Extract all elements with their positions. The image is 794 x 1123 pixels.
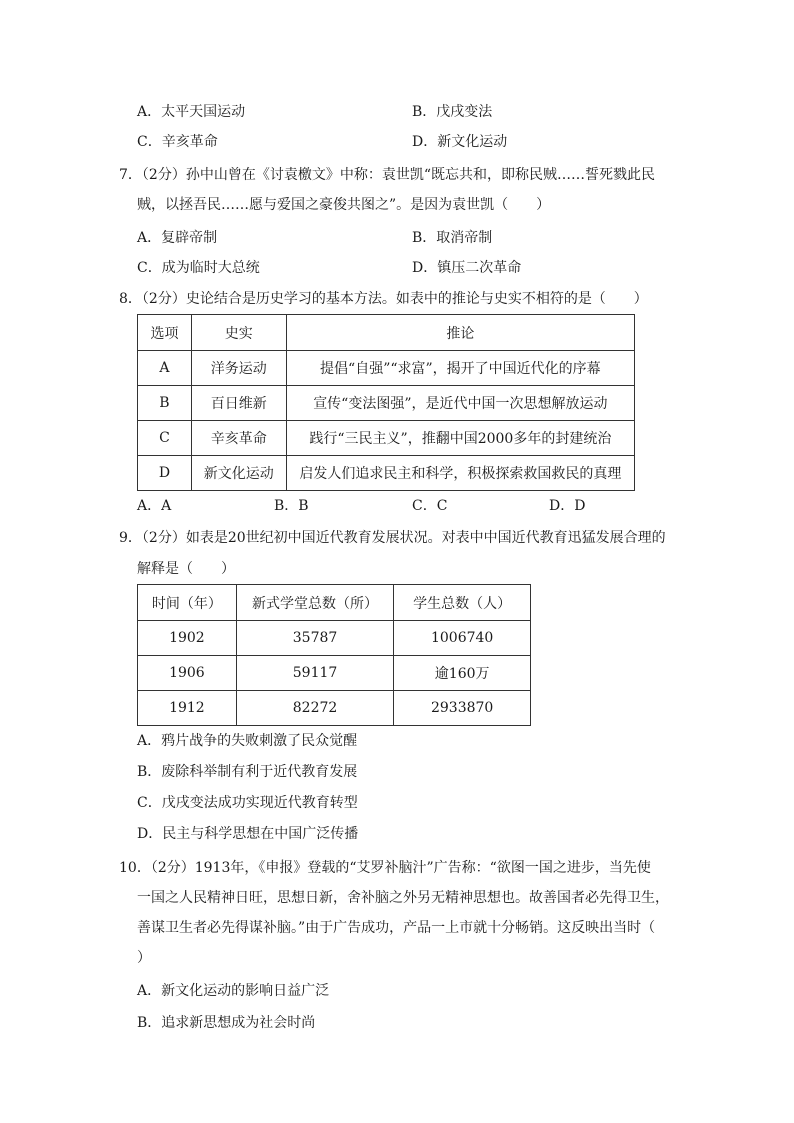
table-cell: 新文化运动 [191,456,286,491]
q10-stem-line4: ） [137,950,151,966]
q8-option-c: C．C [412,498,448,514]
table-row [138,656,531,691]
table-row [138,421,635,456]
q9-option-c: C．戊戌变法成功实现近代教育转型 [137,795,358,811]
q9-header-students: 学生总数（人） [394,585,531,621]
table-cell: 提倡“自强”“求富”，揭开了中国近代化的序幕 [286,351,634,386]
table-cell: B [138,386,192,421]
table-cell: 宣传“变法图强”，是近代中国一次思想解放运动 [286,386,634,421]
q8-header-fact: 史实 [191,315,286,351]
q10-option-b: B．追求新思想成为社会时尚 [137,1015,316,1031]
q8-header-option: 选项 [138,315,192,351]
q8-stem: 8．（2分）史论结合是历史学习的基本方法。如表中的推论与史实不相符的是（ ） [119,291,648,307]
table-cell: D [138,456,192,491]
table-cell: 辛亥革命 [191,421,286,456]
table-cell: 逾160万 [394,656,531,691]
q7-option-c: C．成为临时大总统 [137,260,260,276]
table-cell: 1906 [138,656,237,691]
table-cell: 35787 [236,621,394,656]
q9-header-schools: 新式学堂总数（所） [236,585,394,621]
q9-stem-line1: 9．（2分）如表是20世纪初中国近代教育发展状况。对表中中国近代教育迅猛发展合理的 [119,530,666,546]
table-row [138,621,531,656]
table-cell: 洋务运动 [191,351,286,386]
q8-option-b: B．B [274,498,309,514]
q9-option-d: D．民主与科学思想在中国广泛传播 [137,826,359,842]
q10-stem-line1: 10．（2分）1913年，《申报》登载的“艾罗补脑汁”广告称：“欲图一国之进步，当先使 [119,860,651,876]
q7-stem-line2: 贼，以拯吾民……愿与爱国之豪俊共图之”。是因为袁世凯（ ） [137,197,551,213]
q9-option-b: B．废除科举制有利于近代教育发展 [137,764,358,780]
q8-table [137,314,635,491]
q9-table-header-row [138,585,531,621]
table-cell: A [138,351,192,386]
q9-stem-line2: 解释是（ ） [137,561,235,577]
table-cell: 82272 [236,691,394,726]
q7-option-b: B．取消帝制 [412,230,493,246]
q7-option-a: A．复辟帝制 [137,230,218,246]
q8-table-header-row [138,315,635,351]
table-row [138,351,635,386]
table-cell: 践行“三民主义”，推翻中国2000多年的封建统治 [286,421,634,456]
table-cell: 1902 [138,621,237,656]
q8-option-a: A．A [137,498,172,514]
table-cell: 1006740 [394,621,531,656]
table-cell: 59117 [236,656,394,691]
table-cell: 启发人们追求民主和科学，积极探索救国救民的真理 [286,456,634,491]
q9-table [137,584,531,726]
q9-header-year: 时间（年） [138,585,237,621]
table-cell: 百日维新 [191,386,286,421]
q10-stem-line2: 一国之人民精神日旺，思想日新，舍补脑之外另无精神思想也。故善国者必先得卫生， [137,890,669,906]
q7-stem-line1: 7．（2分）孙中山曾在《讨袁檄文》中称：袁世凯“既忘共和，即称民贼……誓死戮此民 [119,167,655,183]
q10-option-a: A．新文化运动的影响日益广泛 [137,983,330,999]
q9-option-a: A．鸦片战争的失败刺激了民众觉醒 [137,733,358,749]
q8-option-d: D．D [549,498,586,514]
q6-option-c: C．辛亥革命 [137,134,218,150]
table-cell: 2933870 [394,691,531,726]
table-row [138,456,635,491]
table-cell: 1912 [138,691,237,726]
q8-header-inference: 推论 [286,315,634,351]
q10-stem-line3: 善谋卫生者必先得谋补脑。”由于广告成功，产品一上市就十分畅销。这反映出当时（ [137,920,656,936]
table-row [138,386,635,421]
q6-option-b: B．戊戌变法 [412,104,493,120]
q7-option-d: D．镇压二次革命 [412,260,522,276]
q6-option-a: A．太平天国运动 [137,104,246,120]
table-cell: C [138,421,192,456]
table-row [138,691,531,726]
q6-option-d: D．新文化运动 [412,134,508,150]
